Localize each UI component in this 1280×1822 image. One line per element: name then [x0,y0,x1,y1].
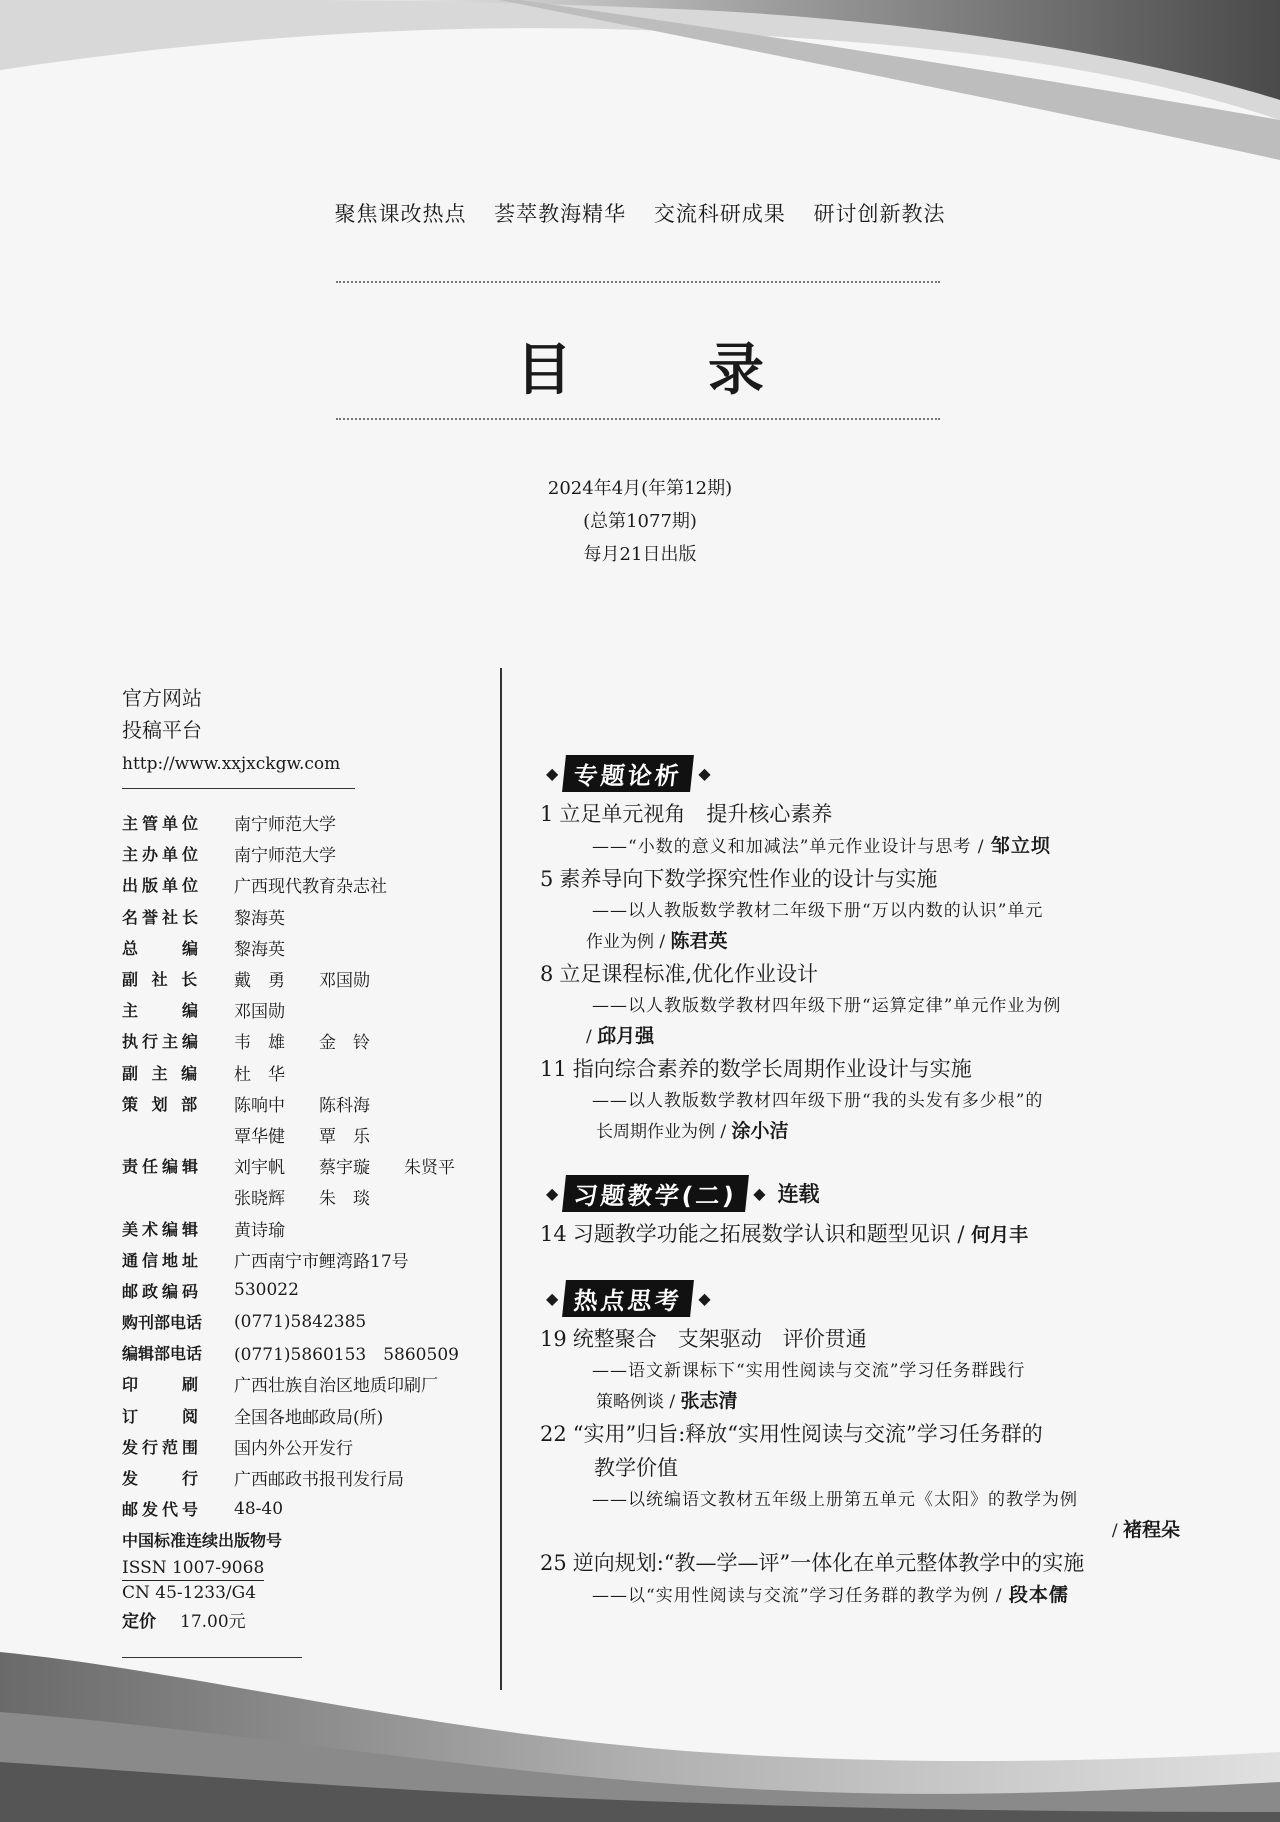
masthead-value: 覃华健 覃 乐 [234,1126,370,1147]
article-title: 指向综合素养的数学长周期作业设计与实施 [572,1057,972,1081]
subtitle-text: / [586,1027,598,1047]
serial-label-row [122,1524,482,1555]
issue-date: 2024年4月(年第12期) [547,478,733,499]
masthead-value: 邓国勋 [234,1002,285,1023]
masthead-value: 广西现代教育杂志社 [234,877,387,898]
article-title: “实用”归旨:释放“实用性阅读与交流”学习任务群的 [572,1422,1043,1446]
masthead-row [122,1025,482,1056]
article-author: 张志清 [680,1390,738,1412]
subtitle-text: ——以“实用性阅读与交流”学习任务群的教学为例 / [592,1586,1009,1606]
masthead-value: 广西壮族自治区地质印刷厂 [234,1376,438,1397]
slogan-line [0,198,1280,228]
toc-entry[interactable] [540,1417,1180,1451]
subtitle-text: 策略例谈 / [596,1392,681,1412]
masthead-value: 南宁师范大学 [234,815,336,836]
masthead-value: 黎海英 [234,939,285,960]
slogan-4: 研讨创新教法 [813,202,946,226]
subtitle-text: / [1111,1521,1123,1541]
top-wave-decoration [0,0,1280,180]
masthead-row [122,1368,482,1399]
article-title: 统整聚合 支架驱动 评价贯通 [572,1327,867,1351]
masthead-row [122,1181,482,1212]
masthead-value: 张晓辉 朱 琰 [234,1189,370,1210]
article-subtitle-cont [540,1386,1180,1417]
subtitle-text: 作业为例 / [586,932,671,952]
masthead-key: 购刊部电话 [122,1313,203,1333]
article-subtitle [540,1580,1180,1611]
section-banner: 热点思考 [562,1280,694,1317]
masthead-key: 名誉社长 [122,907,203,927]
section-banner: 习题教学(二) [562,1175,749,1212]
masthead-value: 530022 [234,1280,299,1301]
masthead-key: 副 社 长 [122,970,202,990]
masthead-row [122,807,482,838]
article-subtitle: ——以人教版数学教材四年级下册“运算定律”单元作业为例 [592,996,1062,1016]
masthead-value: 国内外公开发行 [234,1438,353,1459]
toc-panel [540,753,1180,1611]
subtitle-text: ——“小数的意义和加减法”单元作业设计与思考 / [592,837,991,857]
page-title: 目 录 [516,338,804,403]
section-banner: 专题论析 [562,755,694,792]
masthead-panel [122,682,482,1658]
diamond-icon: ◆ [698,763,711,783]
subtitle-text: 长周期作业为例 / [596,1122,732,1142]
masthead-key: 订 阅 [122,1406,203,1426]
page-number: 8 [540,962,554,986]
masthead-key: 责任编辑 [122,1157,203,1177]
article-title-cont: 教学价值 [594,1456,678,1480]
masthead-value: 全国各地邮政局(所) [234,1407,384,1428]
article-subtitle-cont [540,1021,1180,1052]
masthead-rule [122,788,355,789]
issn-number: ISSN 1007-9068 [122,1556,264,1581]
masthead-value: 刘宇帆 蔡宇璇 朱贤平 [234,1158,455,1179]
page-number: 19 [540,1327,567,1351]
price-row [122,1605,482,1635]
masthead-value: 黎海英 [234,908,285,929]
diamond-icon: ◆ [546,763,559,783]
masthead-key: 美术编辑 [122,1219,203,1239]
article-author: 何月丰 [971,1224,1029,1246]
submission-platform-label: 投稿平台 [122,718,202,742]
article-author: 邱月强 [597,1025,655,1047]
article-subtitle: ——语文新课标下“实用性阅读与交流”学习任务群践行 [592,1361,1026,1381]
article-subtitle-cont [540,926,1180,957]
article-author: 段本儒 [1008,1584,1069,1606]
serial-label: 中国标准连续出版物号 [122,1531,283,1551]
masthead-row [122,932,482,963]
masthead-key: 通信地址 [122,1250,203,1270]
masthead-row [122,1431,482,1462]
page-number: 22 [540,1422,567,1446]
masthead-row [122,869,482,900]
masthead-row [122,1462,482,1493]
masthead-value: 黄诗瑜 [234,1220,285,1241]
masthead-row [122,1493,482,1524]
page-number: 1 [540,802,554,826]
article-title: 素养导向下数学探究性作业的设计与实施 [559,867,938,891]
price-label: 定价 [122,1612,156,1632]
issue-schedule: 每月21日出版 [583,544,697,565]
issue-total: (总第1077期) [583,511,697,532]
column-divider [500,668,502,1690]
masthead-row [122,1057,482,1088]
cn-number: CN 45-1233/G4 [122,1582,257,1603]
page-number: 14 [540,1222,567,1246]
masthead-value: 韦 雄 金 铃 [234,1033,370,1054]
article-title: 立足单元视角 提升核心素养 [559,802,833,826]
page-number: 25 [540,1551,567,1575]
masthead-key: 策 划 部 [122,1094,202,1114]
article-author: 邹立坝 [990,835,1051,857]
masthead-key: 总 编 [122,938,203,958]
masthead-key: 主办单位 [122,845,203,865]
dotted-divider-bottom [336,418,940,420]
masthead-key: 主 编 [122,1001,203,1021]
masthead-row [122,994,482,1025]
price-value: 17.00元 [180,1612,246,1632]
article-author: 涂小洁 [731,1120,789,1142]
article-subtitle-cont [540,1515,1180,1546]
diamond-icon: ◆ [698,1288,711,1308]
diamond-icon: ◆ [753,1183,766,1203]
article-author: 陈君英 [670,930,728,952]
slogan-3: 交流科研成果 [653,202,786,226]
masthead-row [122,1088,482,1119]
section-header-s3 [540,1278,1180,1318]
masthead-key: 邮发代号 [122,1500,203,1520]
toc-entry[interactable] [540,1217,1180,1252]
masthead-key: 副 主 编 [122,1063,202,1083]
issue-info [0,472,1280,571]
section-gap [540,1252,1180,1278]
masthead-value: (0771)5860153 5860509 [234,1345,459,1366]
masthead-key: 发 行 [122,1469,203,1489]
masthead-value: (0771)5842385 [234,1311,367,1332]
masthead-row [122,901,482,932]
masthead-key: 出版单位 [122,876,203,896]
article-author: 褚程朵 [1122,1519,1180,1541]
article-subtitle [540,831,1180,862]
slogan-2: 荟萃教海精华 [494,202,627,226]
toc-entry[interactable] [540,797,1180,831]
section-header-s2 [540,1173,1180,1213]
masthead-value: 广西南宁市鲤湾路17号 [234,1251,409,1272]
masthead-row [122,838,482,869]
website-url[interactable]: http://www.xxjxckgw.com [122,754,341,774]
masthead-row [122,1119,482,1150]
section-gap [540,1147,1180,1173]
masthead-row [122,1306,482,1337]
masthead-bottom-rule [122,1657,302,1658]
toc-entry[interactable] [540,1052,1180,1086]
article-subtitle: ——以统编语文教材五年级上册第五单元《太阳》的教学为例 [592,1490,1078,1510]
article-subtitle-cont [540,1116,1180,1147]
toc-entry[interactable] [540,1322,1180,1356]
article-title: 习题教学功能之拓展数学认识和题型见识 / [572,1222,972,1246]
serial-note: 连载 [777,1182,820,1206]
masthead-key: 发行范围 [122,1437,203,1457]
masthead-value: 广西邮政书报刊发行局 [234,1470,404,1491]
masthead-row [122,1244,482,1275]
page-number: 5 [540,867,554,891]
masthead-key: 主管单位 [122,814,203,834]
masthead-key: 邮政编码 [122,1281,203,1301]
masthead-row [122,1212,482,1243]
masthead-key: 印 刷 [122,1375,203,1395]
page-number: 11 [540,1057,567,1081]
masthead-value: 南宁师范大学 [234,846,336,867]
masthead-value: 戴 勇 邓国勋 [234,971,370,992]
issn-block [122,1556,482,1605]
masthead-row [122,963,482,994]
toc-entry[interactable] [540,862,1180,896]
dotted-divider-top [336,281,940,283]
toc-entry[interactable] [540,957,1180,991]
masthead-row [122,1150,482,1181]
masthead-key: 执行主编 [122,1032,203,1052]
masthead-row [122,1337,482,1368]
diamond-icon: ◆ [546,1183,559,1203]
section-header-s1 [540,753,1180,793]
article-subtitle: ——以人教版数学教材二年级下册“万以内数的认识”单元 [592,901,1044,921]
article-subtitle: ——以人教版数学教材四年级下册“我的头发有多少根”的 [592,1091,1044,1111]
masthead-value: 48-40 [234,1498,284,1519]
masthead-row [122,1275,482,1306]
masthead-key: 编辑部电话 [122,1344,203,1364]
official-site-label: 官方网站 [122,686,202,710]
masthead-value: 杜 华 [234,1064,285,1085]
diamond-icon: ◆ [546,1288,559,1308]
article-title: 逆向规划:“教—学—评”一体化在单元整体教学中的实施 [572,1551,1085,1575]
slogan-1: 聚焦课改热点 [334,202,467,226]
masthead-value: 陈响中 陈科海 [234,1095,370,1116]
masthead-row [122,1400,482,1431]
toc-entry[interactable] [540,1546,1180,1580]
article-title: 立足课程标准,优化作业设计 [559,962,819,986]
